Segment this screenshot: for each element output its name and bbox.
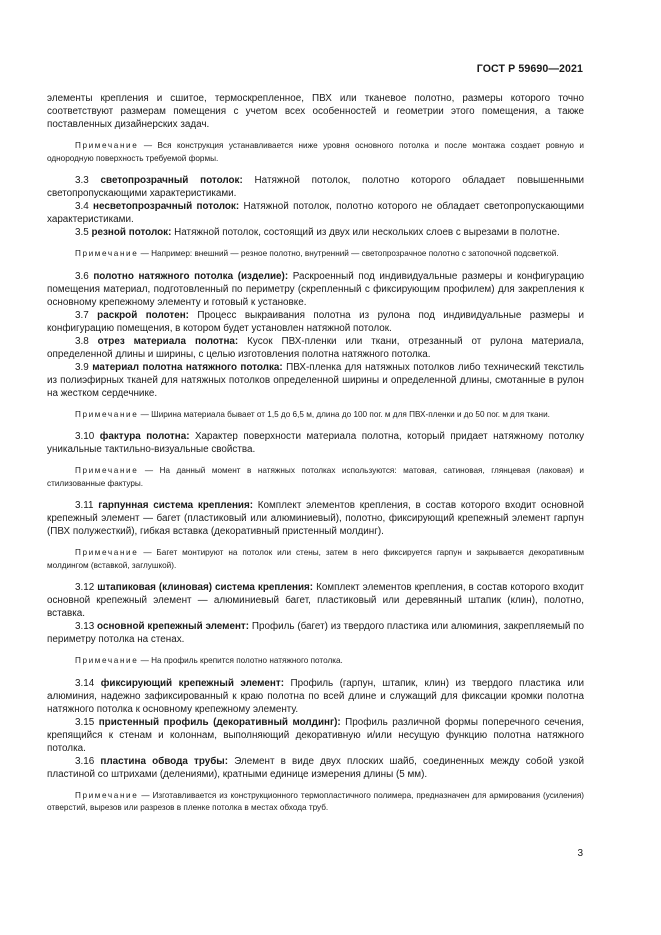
note-text: — Ширина материала бывает от 1,5 до 6,5 м, длина до 100 пог. м для ПВХ-пленки и до 50 пог. м для ткани. [138,409,550,419]
term-name: пластина обвода трубы: [100,755,229,767]
term-number: 3.16 [75,755,101,767]
term-text: Натяжной потолок, полотно которого не обладает светопропускающими характеристиками. [47,201,584,225]
term-number: 3.13 [75,621,98,632]
note-paragraph [47,547,584,572]
note-label: Примечание [75,548,139,557]
term-number: 3.14 [75,677,101,689]
term-text: Комплект элементов крепления, в состав которого входит основной крепежный элемент — багет (пластиковый или алюминиевый), полотно, фиксирующий крепежный элемент гарпун (ПВХ полужесткий), гибкая вставка (декоративный пристенный молдинг). [47,500,584,537]
term-definition [47,200,584,226]
note-label: Примечание [75,790,139,800]
term-text: Элемент в виде двух плоских шайб, соединенных между собой узкой пластиной со штрихами (делениями), кратными единице измерения длины (5 мм). [47,755,585,780]
term-name: пристенный профиль (декоративный молдинг): [98,716,341,728]
term-number: 3.4 [75,201,94,212]
term-number: 3.11 [75,500,99,511]
term-definition [47,174,584,200]
term-number: 3.6 [75,270,94,282]
note-text: — На профиль крепится полотно натяжного потолка. [138,656,343,665]
term-text: Процесс выкраивания полотна из рулона под индивидуальные размеры и конфигурацию помещения, в котором будет установлен натяжной потолок. [47,309,584,334]
term-number: 3.5 [75,227,92,238]
note-label: Примечание [75,141,139,150]
term-number: 3.8 [75,335,98,347]
note-paragraph [47,248,584,261]
term-text: Характер поверхности материала полотна, который придает натяжному потолку уникальные тактильно-визуальные свойства. [47,431,585,455]
term-definition [47,755,584,781]
term-name: материал полотна натяжного потолка: [92,361,283,373]
term-text: Кусок ПВХ-пленки или ткани, отрезанный от рулона материала, определенной длины и ширины, с целью изготовления полотна натяжного потолка. [47,335,584,360]
note-text: — Например: внешний — резное полотно, внутренний — светопрозрачное полотно с затопочной подсветкой. [138,249,559,258]
term-number: 3.7 [75,309,98,321]
term-definition [47,499,584,538]
term-definition [47,361,584,400]
note-text: — Изготавливается из конструкционного термопластичного полимера, предназначен для армирования (усиления) отверстий, вырезов или разрезов в пленке потолка в местах обхода труб. [47,790,584,812]
term-number: 3.15 [75,716,99,728]
note-paragraph [47,465,584,490]
term-definition [47,226,584,239]
term-text: Натяжной потолок, полотно которого обладает повышенными светопропускающими характеристиками. [47,175,584,199]
term-definition [47,335,584,361]
term-name: несветопрозрачный потолок: [93,201,240,212]
term-definition [47,677,584,716]
standard-designation: ГОСТ Р 59690—2021 [476,63,583,75]
note-label: Примечание [75,656,139,665]
term-text: Профиль (багет) из твердого пластика или алюминия, закрепляемый по периметру потолка на стенах. [47,621,584,645]
note-label: Примечание [75,409,139,419]
term-definition [47,581,584,620]
term-text: Комплект элементов крепления, в состав которого входит основной крепежный элемент — алюминиевый багет, пластиковый или деревянный штапик (клин), полотно, вставка. [47,582,585,619]
note-paragraph [47,409,584,422]
term-name: резной потолок: [91,227,172,238]
document-body [47,92,584,815]
term-number: 3.9 [75,361,93,373]
note-text: — Вся конструкция устанавливается ниже уровня основного потолка и после монтажа создает ровную и однородную поверхность требуемой формы. [47,141,584,163]
term-definition [47,716,584,755]
term-name: полотно натяжного потолка (изделие): [93,270,289,282]
term-text: Натяжной потолок, состоящий из двух или нескольких слоев с вырезами в полотне. [171,227,560,238]
term-text: Профиль (гарпун, штапик, клин) из твердого пластика или алюминия, надежно зафиксированный к краю полотна по всей длине и служащий для фиксации кромки полотна натяжного потолка к основному крепежному элементу. [47,677,585,715]
term-name: отрез материала полотна: [97,335,239,347]
term-name: фактура полотна: [99,431,190,442]
term-number: 3.3 [75,175,101,186]
note-label: Примечание [75,249,139,258]
note-label: Примечание [75,466,139,475]
page-number: 3 [577,848,583,859]
term-definition [47,620,584,646]
body-paragraph: элементы крепления и сшитое, термоскрепленное, ПВХ или тканевое полотно, размеры которого точно соответствуют размерам помещения с учетом всех особенностей и геометрии этого помещения, а также поставленных дизайнерских задач. [47,93,584,130]
term-definition [47,309,584,335]
note-text: — Багет монтируют на потолок или стены, затем в него фиксируется гарпун и закрывается декоративным молдингом (вставкой, заглушкой). [47,548,584,570]
note-text: — На данный момент в натяжных потолках используются: матовая, сатиновая, глянцевая (лаковая) и стилизованные фактуры. [47,466,584,488]
term-text: Профиль различной формы поперечного сечения, крепящийся к стенам и колоннам, выполняющий декоративную и/или несущую функцию полотна натяжного потолка. [47,716,584,754]
term-text: Раскроенный под индивидуальные размеры и конфигурацию помещения материал, подготовленный по периметру (скрепленный с фиксирующим профилем) для закрепления к основному крепежному элементу и готовый к установке. [47,270,585,308]
term-name: гарпунная система крепления: [98,500,254,511]
term-name: фиксирующий крепежный элемент: [100,677,284,689]
term-number: 3.10 [75,431,100,442]
note-paragraph [47,790,584,815]
term-name: штапиковая (клиновая) система крепления: [97,582,314,593]
term-name: основной крепежный элемент: [97,621,250,632]
term-definition [47,270,584,309]
note-paragraph [47,140,584,165]
term-name: светопрозрачный потолок: [100,175,243,186]
term-number: 3.12 [75,582,98,593]
term-name: раскрой полотен: [97,309,189,321]
note-paragraph [47,655,584,668]
term-text: ПВХ-пленка для натяжных потолков либо технический текстиль из полиэфирных тканей для натяжных потолков определенной ширины и определенной длины, смотанные в рулон на жестком сердечнике. [47,361,584,399]
term-definition [47,430,584,456]
